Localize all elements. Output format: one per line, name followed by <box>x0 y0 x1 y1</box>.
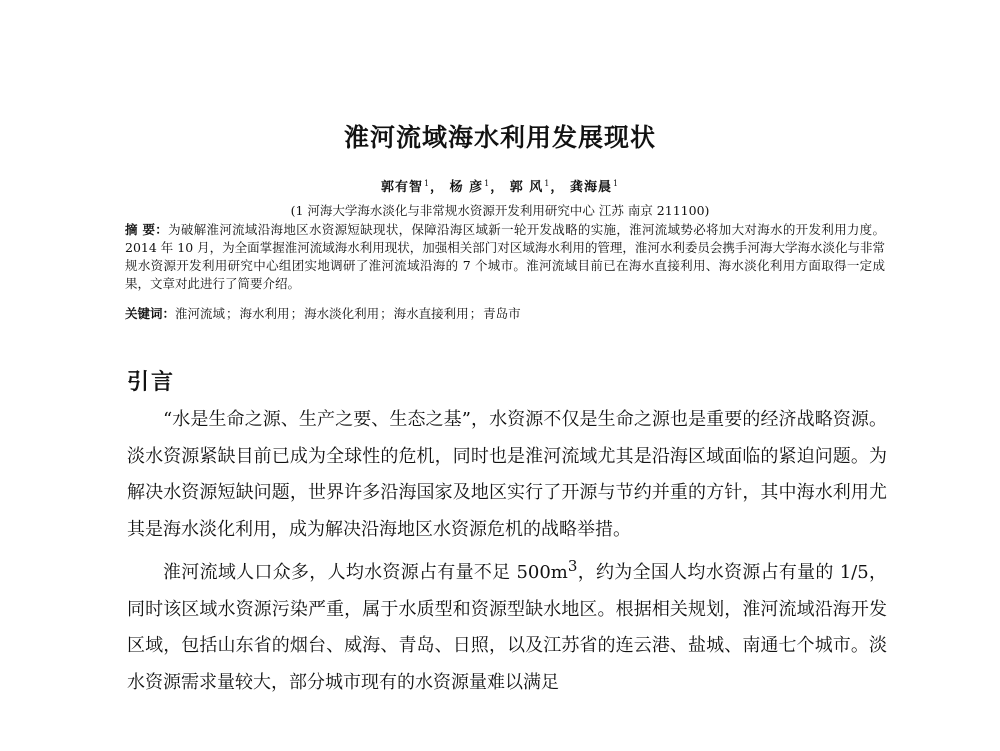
keyword: 海水利用 <box>239 306 290 321</box>
keywords-label: 关键词： <box>125 306 176 321</box>
author-separator: ， <box>430 180 445 195</box>
body-paragraph: “水是生命之源、生产之要、生态之基”，水资源不仅是生命之源也是重要的经济战略资源。淡水资源紧缺目前已成为全球性的危机，同时也是淮河流域尤其是沿海区域面临的紧迫问题。为解决水资源短缺问题，世界许多沿海国家及地区实行了开源与节约并重的方针，其中海水利用尤其是海水淡化利用，成为解决沿海地区水资源危机的战略举措。 <box>127 409 887 540</box>
keyword: 海水淡化利用 <box>304 306 380 321</box>
author-affiliation-mark: 1 <box>484 178 491 188</box>
abstract-label: 摘 要： <box>125 222 169 237</box>
keyword-separator: ； <box>290 306 304 321</box>
author-separator: ， <box>490 180 505 195</box>
keyword: 青岛市 <box>483 306 521 321</box>
paragraph-text: 淮河流域人口众多，人均水资源占有量不足 500m <box>163 562 568 583</box>
keyword: 淮河流域 <box>175 306 226 321</box>
author-name: 龚海晨 <box>569 180 612 195</box>
author-affiliation-mark: 1 <box>544 178 551 188</box>
keyword-separator: ； <box>469 306 483 321</box>
unit-superscript: 3 <box>567 557 578 575</box>
keyword-separator: ； <box>226 306 239 321</box>
author-affiliation-mark: 1 <box>423 178 431 188</box>
author-separator: ， <box>550 180 565 195</box>
keywords <box>125 304 885 322</box>
abstract <box>125 221 885 293</box>
body-paragraph <box>127 548 887 701</box>
paragraph-text: ，约为全国人均水资源占有量的 1/5，同时该区域水资源污染严重，属于水质型和资源型缺水地区。根据相关规划，淮河流域沿海开发区域，包括山东省的烟台、威海、青岛、日照，以及江苏省的连云港、盐城、南通七个城市。淡水资源需求量较大，部分城市现有的水资源量难以满足 <box>127 562 887 693</box>
section-heading: 引言 <box>127 370 176 395</box>
abstract-text: 为破解淮河流域沿海地区水资源短缺现状，保障沿海区域新一轮开发战略的实施，淮河流域势必将加大对海水的开发利用力度。2014 年 10 月，为全面掌握淮河流域海水利用现状，加强相关部门对区域海水利用的管理，淮河水利委员会携手河海大学海水淡化与非常规水资源开发利用研究中心组团实地调研了淮河流域沿海的 7 个城市。淮河流域目前已在海水直接利用、海水淡化利用方面取得一定成果，文章对此进行了简要介绍。 <box>125 222 885 291</box>
keyword-separator: ； <box>380 306 393 321</box>
section-body <box>127 402 887 701</box>
author-name: 郭有智 <box>380 180 423 195</box>
author-list <box>0 176 1000 195</box>
affiliation: (1 河海大学海水淡化与非常规水资源开发利用研究中心 江苏 南京 211100) <box>290 203 710 218</box>
author-affiliation-mark: 1 <box>612 178 620 188</box>
author-name: 郭 风 <box>509 180 544 195</box>
paper-title: 淮河流域海水利用发展现状 <box>343 123 656 152</box>
keyword: 海水直接利用 <box>393 306 469 321</box>
author-name: 杨 彦 <box>449 180 484 195</box>
